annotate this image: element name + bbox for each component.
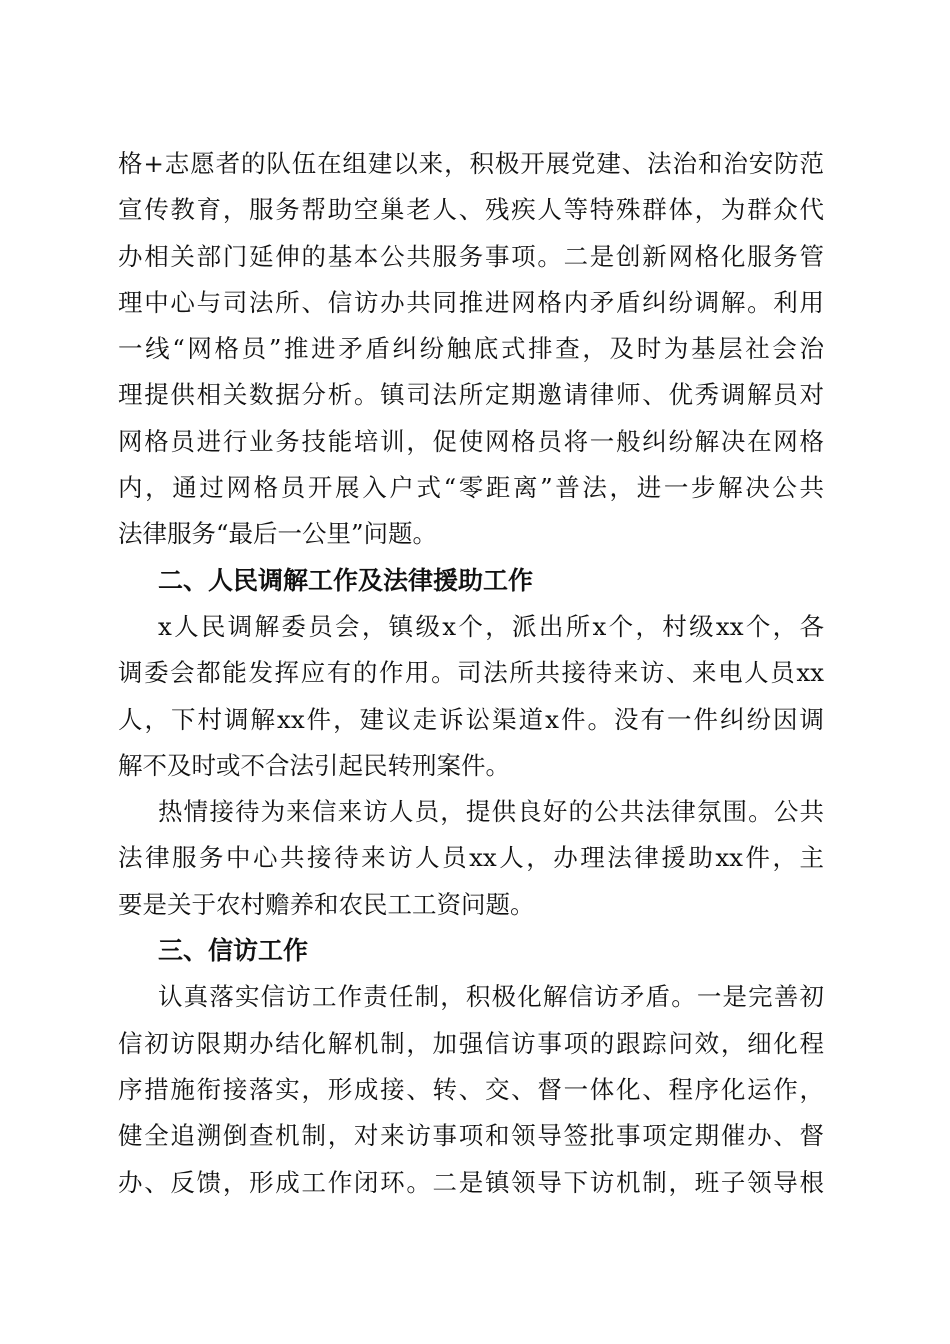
paragraph-petition <box>118 974 824 1205</box>
text-line: 办相关部门延伸的基本公共服务事项。二是创新网格化服务管 <box>118 241 824 271</box>
text-line: x人民调解委员会，镇级x个，派出所x个，村级xx个，各 <box>158 611 824 641</box>
document-body <box>118 141 824 1206</box>
text-line: 认真落实信访工作责任制，积极化解信访矛盾。一是完善初 <box>158 982 824 1012</box>
section-heading-petition: 三、信访工作 <box>158 936 309 966</box>
text-line: 解不及时或不合法引起民转刑案件。 <box>118 750 510 780</box>
section-heading-mediation: 二、人民调解工作及法律援助工作 <box>158 565 534 595</box>
text-line: 热情接待为来信来访人员，提供良好的公共法律氛围。公共 <box>158 797 824 827</box>
text-line: 人，下村调解xx件，建议走诉讼渠道x件。没有一件纠纷因调 <box>118 704 824 734</box>
text-line: 信初访限期办结化解机制，加强信访事项的跟踪问效，细化程 <box>118 1028 824 1058</box>
text-line: 健全追溯倒查机制，对来访事项和领导签批事项定期催办、督 <box>118 1121 824 1151</box>
text-line: 要是关于农村赡养和农民工工资问题。 <box>118 889 535 919</box>
text-line: 一线“网格员”推进矛盾纠纷触底式排查，及时为基层社会治 <box>118 334 824 364</box>
paragraph-mediation <box>118 604 824 789</box>
text-line: 理提供相关数据分析。镇司法所定期邀请律师、优秀调解员对 <box>118 380 824 410</box>
text-line: 调委会都能发挥应有的作用。司法所共接待来访、来电人员xx <box>118 658 824 688</box>
text-line: 内，通过网格员开展入户式“零距离”普法，进一步解决公共 <box>118 473 824 503</box>
text-line: 宣传教育，服务帮助空巢老人、残疾人等特殊群体，为群众代 <box>118 195 824 225</box>
text-line: 网格员进行业务技能培训，促使网格员将一般纠纷解决在网格 <box>118 426 824 456</box>
text-line: 法律服务“最后一公里”问题。 <box>118 519 438 549</box>
text-line: 法律服务中心共接待来访人员xx人，办理法律援助xx件，主 <box>118 843 824 873</box>
text-line: 办、反馈，形成工作闭环。二是镇领导下访机制，班子领导根 <box>118 1167 824 1197</box>
text-line: 格+志愿者的队伍在组建以来，积极开展党建、法治和治安防范 <box>118 149 824 178</box>
paragraph-legal-aid <box>118 789 824 928</box>
text-line: 序措施衔接落实，形成接、转、交、督一体化、程序化运作， <box>118 1074 824 1104</box>
paragraph-grid-volunteers <box>118 141 824 558</box>
text-line: 理中心与司法所、信访办共同推进网格内矛盾纠纷调解。利用 <box>118 287 824 317</box>
